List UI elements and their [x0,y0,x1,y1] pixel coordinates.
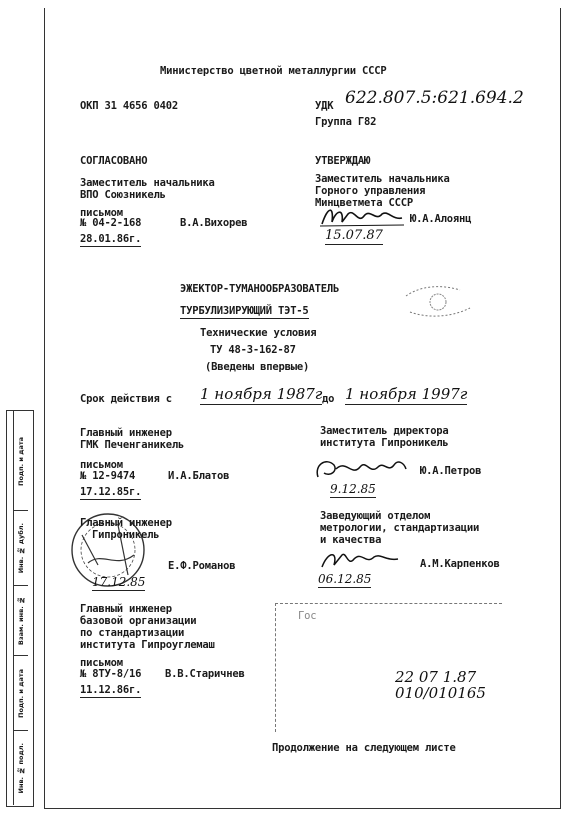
ministry-title: Министерство цветной металлургии СССР [160,65,387,77]
base-line4: института Гипроуглемаш [80,639,215,651]
deputy-line2: института Гипроникель [320,437,449,449]
approval-line1: Заместитель начальника [80,177,215,189]
approval-letter-label: письмом [80,207,123,219]
signature-petrov [312,455,412,483]
signature-alojanc [318,204,408,230]
registration-stamp-top: Гос [298,610,317,622]
side-cell-sign1: Подп. и дата [14,655,28,731]
metrology-line3: и качества [320,534,382,546]
side-cell-dup: Инв. № дубл. [14,510,28,586]
chief-date: 17.12.85 [92,575,146,589]
approval-person: В.А.Вихорев [180,217,248,229]
validity-to-label: до [322,393,335,405]
stamp-mark-top [400,282,480,322]
gmk-letter-label: письмом [80,459,123,471]
registration-date: 22 07 1.87 [395,668,477,686]
chief-line1: Главный инженер [80,517,172,529]
spec-type: Технические условия [200,327,317,339]
gmk-person: И.А.Блатов [168,470,230,482]
base-line2: базовой организации [80,615,197,627]
base-line3: по стандартизации [80,627,185,639]
spec-note: (Введены впервые) [205,361,310,373]
approval-heading: СОГЛАСОВАНО [80,155,148,167]
base-person: В.В.Старичнев [165,668,245,680]
side-cell-replace: Взам. инв. № [14,585,28,656]
approval-letter-number: № 04-2-168 [80,217,142,229]
deputy-date: 9.12.85 [330,482,376,496]
side-cell-inv: Инв. № подл. [14,730,28,806]
registration-number: 010/010165 [395,684,486,702]
approve-line3: Минцветмета СССР [315,197,413,209]
validity-label: Срок действия с [80,393,172,405]
udk-value: 622.807.5:621.694.2 [345,88,524,108]
product-title: ЭЖЕКТОР-ТУМАНООБРАЗОВАТЕЛЬ [180,283,340,295]
product-subtitle: ТУРБУЛИЗИРУЮЩИЙ ТЭТ-5 [180,305,309,317]
metrology-line1: Заведующий отделом [320,510,431,522]
spec-number: ТУ 48-3-162-87 [210,344,296,356]
chief-person: Е.Ф.Романов [168,560,236,572]
approve-line2: Горного управления [315,185,426,197]
continuation-note: Продолжение на следующем листе [272,742,456,754]
signature-karpenkov [318,547,408,573]
base-letter-number: № 8ТУ-8/16 [80,668,142,680]
approval-date: 28.01.86г. [80,233,142,245]
approve-heading: УТВЕРЖДАЮ [315,155,371,167]
gmk-date: 17.12.85г. [80,486,142,498]
approve-line1: Заместитель начальника [315,173,450,185]
base-line1: Главный инженер [80,603,172,615]
deputy-line1: Заместитель директора [320,425,449,437]
approval-line2: ВПО Союзникель [80,189,166,201]
gmk-line2: ГМК Печенганикель [80,439,185,451]
metrology-date: 06.12.85 [318,572,372,586]
validity-to: 1 ноября 1997г [345,385,468,403]
chief-line2: Гипроникель [92,529,160,541]
side-cell-sign2: Подп. и дата [14,410,28,511]
group-code: Группа Г82 [315,116,377,128]
metrology-line2: метрологии, стандартизации [320,522,480,534]
approve-person: Ю.А.Алоянц [410,213,472,225]
okp-code: ОКП 31 4656 0402 [80,100,178,112]
base-date: 11.12.86г. [80,684,142,696]
gmk-letter-number: № 12-9474 [80,470,136,482]
validity-from: 1 ноября 1987г [200,385,323,403]
udk-label: УДК [315,100,334,112]
approve-date: 15.07.87 [325,228,383,243]
deputy-person: Ю.А.Петров [420,465,482,477]
base-letter-label: письмом [80,657,123,669]
metrology-person: А.М.Карпенков [420,558,500,570]
gmk-line1: Главный инженер [80,427,172,439]
